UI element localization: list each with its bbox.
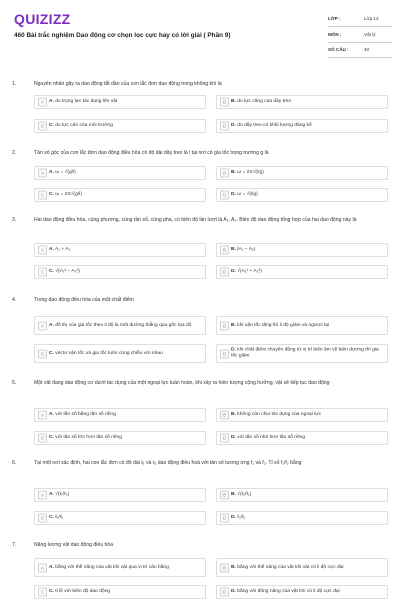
option-letter: D [220,349,229,358]
question-text: Năng lượng vật dao động điều hòa [34,542,113,548]
option-letter: D [220,588,229,597]
question-text: Nguyên nhân gây ra dao động tắt dần của con lắc đơn dao động trong không khí là [34,81,222,87]
option-key: A. [49,491,54,497]
question-number: 6. [12,460,17,466]
meta-subject [328,32,376,37]
divider [328,26,392,27]
option-letter: B [220,411,229,420]
option-key: A. [49,246,54,252]
question-text: Một vật đang dao động cơ dưới tác dụng của một ngoại lực tuần hoàn, khi xảy ra hiện tượng cộng hưởng, vật sẽ tiếp tục dao động [34,380,330,386]
option-text: |A₁ − A₂| [237,246,256,252]
option-letter: D [220,514,229,523]
divider [328,42,392,43]
question-number: 2. [12,150,17,156]
option-letter: C [38,122,47,131]
option-letter: C [38,349,47,358]
question-text: Tại một nơi xác định, hai con lắc đơn có độ dài ℓ₁ và ℓ₂ dao động điều hoà với tần số tương ứng f₁ và f₂. Tỉ số f₁/f₂ bằng [34,460,302,466]
answer-option-a[interactable] [34,95,206,109]
option-text: tỉ lệ với biên độ dao động [55,588,111,594]
option-key: C. [49,191,54,197]
option-text: với tần số lớn hơn tần số riêng [55,434,122,440]
option-key: D. [231,122,236,128]
answer-option-b[interactable] [216,408,388,422]
option-letter: A [38,169,47,178]
option-letter: B [220,321,229,330]
option-text: A₁ + A₂ [55,246,71,252]
question-number: 4. [12,297,17,303]
answer-option-b[interactable] [216,243,388,257]
answer-option-c[interactable] [34,265,206,279]
meta-class-label: LỚP : [328,16,341,21]
option-text: bằng với thế năng của vật khi vật có li độ cực đại [237,564,344,570]
option-letter: A [38,563,47,572]
option-letter: A [38,98,47,107]
option-key: D. [231,588,236,594]
option-key: B. [231,169,236,175]
question-text: Trong dao động điều hòa của một chất điểm [34,297,134,303]
answer-option-a[interactable] [34,243,206,257]
meta-subject-value: Vật lý [364,32,376,37]
option-letter: A [38,246,47,255]
answer-option-c[interactable] [34,188,206,202]
option-text: véctơ vận tốc và gia tốc luôn cùng chiều với nhau [55,350,163,356]
option-text: ω = 2π√(g/l) [55,191,82,197]
option-key: D. [231,434,236,440]
option-key: B. [231,564,236,570]
option-key: A. [49,322,54,328]
option-key: B. [231,98,236,104]
option-key: D. [231,191,236,197]
option-text: ℓ₂/ℓ₁ [237,514,246,520]
answer-option-d[interactable] [216,344,388,363]
option-text: khi vận tốc tăng thì li độ giảm và ngược lại [237,322,330,328]
option-letter: C [38,434,47,443]
answer-option-b[interactable] [216,558,388,577]
answer-option-a[interactable] [34,316,206,335]
option-letter: C [38,191,47,200]
option-key: D. [231,514,236,520]
answer-option-c[interactable] [34,585,206,599]
option-key: C. [49,588,54,594]
answer-option-c[interactable] [34,511,206,525]
answer-option-a[interactable] [34,558,206,577]
option-letter: B [220,491,229,500]
meta-class [328,16,379,21]
question-text: Tần số góc của con lắc đơn dao động điều hòa có độ dài dây treo là l tại nơi có gia tốc trọng trường g là [34,150,269,156]
option-letter: B [220,563,229,572]
answer-option-a[interactable] [34,166,206,180]
option-text: với tần số bằng tần số riêng [55,411,116,417]
question-text: Hai dao động điều hòa, cùng phương, cùng tần số, cùng pha, có biên độ lần lượt là A₁, A₂. Biên độ dao động tổng hợp của hai dao động này là [34,217,357,223]
answer-option-c[interactable] [34,119,206,133]
question-number: 3. [12,217,17,223]
answer-option-b[interactable] [216,95,388,109]
option-key: A. [49,411,54,417]
option-text: √(A₁² − A₂²) [55,268,80,274]
answer-option-d[interactable] [216,188,388,202]
option-letter: A [38,321,47,330]
option-letter: B [220,246,229,255]
option-key: B. [231,246,236,252]
option-text: do dây treo có khối lượng đáng kể [237,122,312,128]
option-letter: C [38,268,47,277]
option-text: ℓ₁/ℓ₂ [55,514,64,520]
option-key: A. [49,169,54,175]
option-text: ω = 2π√(l/g) [237,169,264,175]
option-key: B. [231,491,236,497]
answer-option-a[interactable] [34,488,206,502]
answer-option-b[interactable] [216,316,388,335]
option-letter: D [220,122,229,131]
option-text: √(ℓ₁/ℓ₂) [55,491,70,497]
option-text: bằng với động năng của vật khi có li độ cực đại [237,588,340,594]
option-text: √(A₁² + A₂²) [237,268,262,274]
answer-option-d[interactable] [216,265,388,279]
option-text: √(ℓ₂/ℓ₁) [237,491,252,497]
divider [328,57,392,58]
option-text: với tần số nhỏ hơn tần số riêng [237,434,306,440]
option-letter: D [220,268,229,277]
option-letter: C [38,588,47,597]
answer-option-d[interactable] [216,511,388,525]
option-letter: D [220,434,229,443]
option-text: ω = √(l/g) [237,191,258,197]
meta-subject-label: MÔN : [328,32,342,37]
option-letter: B [220,98,229,107]
option-key: C. [49,434,54,440]
meta-class-value: Lớp 12 [364,16,379,21]
option-text: do trọng lực tác dụng lên vật [55,98,118,104]
option-key: C. [49,514,54,520]
question-number: 7. [12,542,17,548]
option-text: do lực căng của dây treo [237,98,292,104]
answer-option-b[interactable] [216,166,388,180]
meta-count [328,47,370,52]
option-key: A. [49,98,54,104]
answer-option-d[interactable] [216,119,388,133]
answer-option-c[interactable] [34,344,206,363]
option-letter: A [38,491,47,500]
option-text: không còn chịu tác dụng của ngoại lực [237,411,322,417]
option-key: A. [49,564,54,570]
option-letter: C [38,514,47,523]
option-key: B. [231,411,236,417]
option-key: C. [49,268,54,274]
option-letter: B [220,169,229,178]
option-text: do lực cản của môi trường [55,122,113,128]
answer-option-b[interactable] [216,488,388,502]
answer-option-d[interactable] [216,585,388,599]
question-number: 1. [12,81,17,87]
page-header [0,0,400,68]
meta-count-label: SỐ CÂU : [328,47,349,52]
question-number: 5. [12,380,17,386]
option-text: ω = √(g/l) [55,169,76,175]
option-key: C. [49,350,54,356]
option-key: D. [231,268,236,274]
option-text: khi chất điểm chuyển động từ vị trí biên âm về biên dương thì gia tốc giảm [231,347,379,359]
option-key: D. [231,347,236,353]
answer-option-d[interactable] [216,431,388,445]
answer-option-a[interactable] [34,408,206,422]
option-text: bằng với thế năng của vật khi vật qua vị trí cân bằng [55,564,169,570]
option-letter: A [38,411,47,420]
answer-option-c[interactable] [34,431,206,445]
option-text: đồ thị của gia tốc theo li độ là một đường thẳng qua gốc tọa độ [55,322,192,328]
option-key: C. [49,122,54,128]
page-title: 460 Bài trắc nghiệm Dao động cơ chọn lọc cực hay có lời giải ( Phần 9) [14,32,231,39]
option-letter: D [220,191,229,200]
quizizz-logo: QUIZIZZ [14,11,71,27]
option-key: B. [231,322,236,328]
meta-count-value: 40 [364,47,370,52]
